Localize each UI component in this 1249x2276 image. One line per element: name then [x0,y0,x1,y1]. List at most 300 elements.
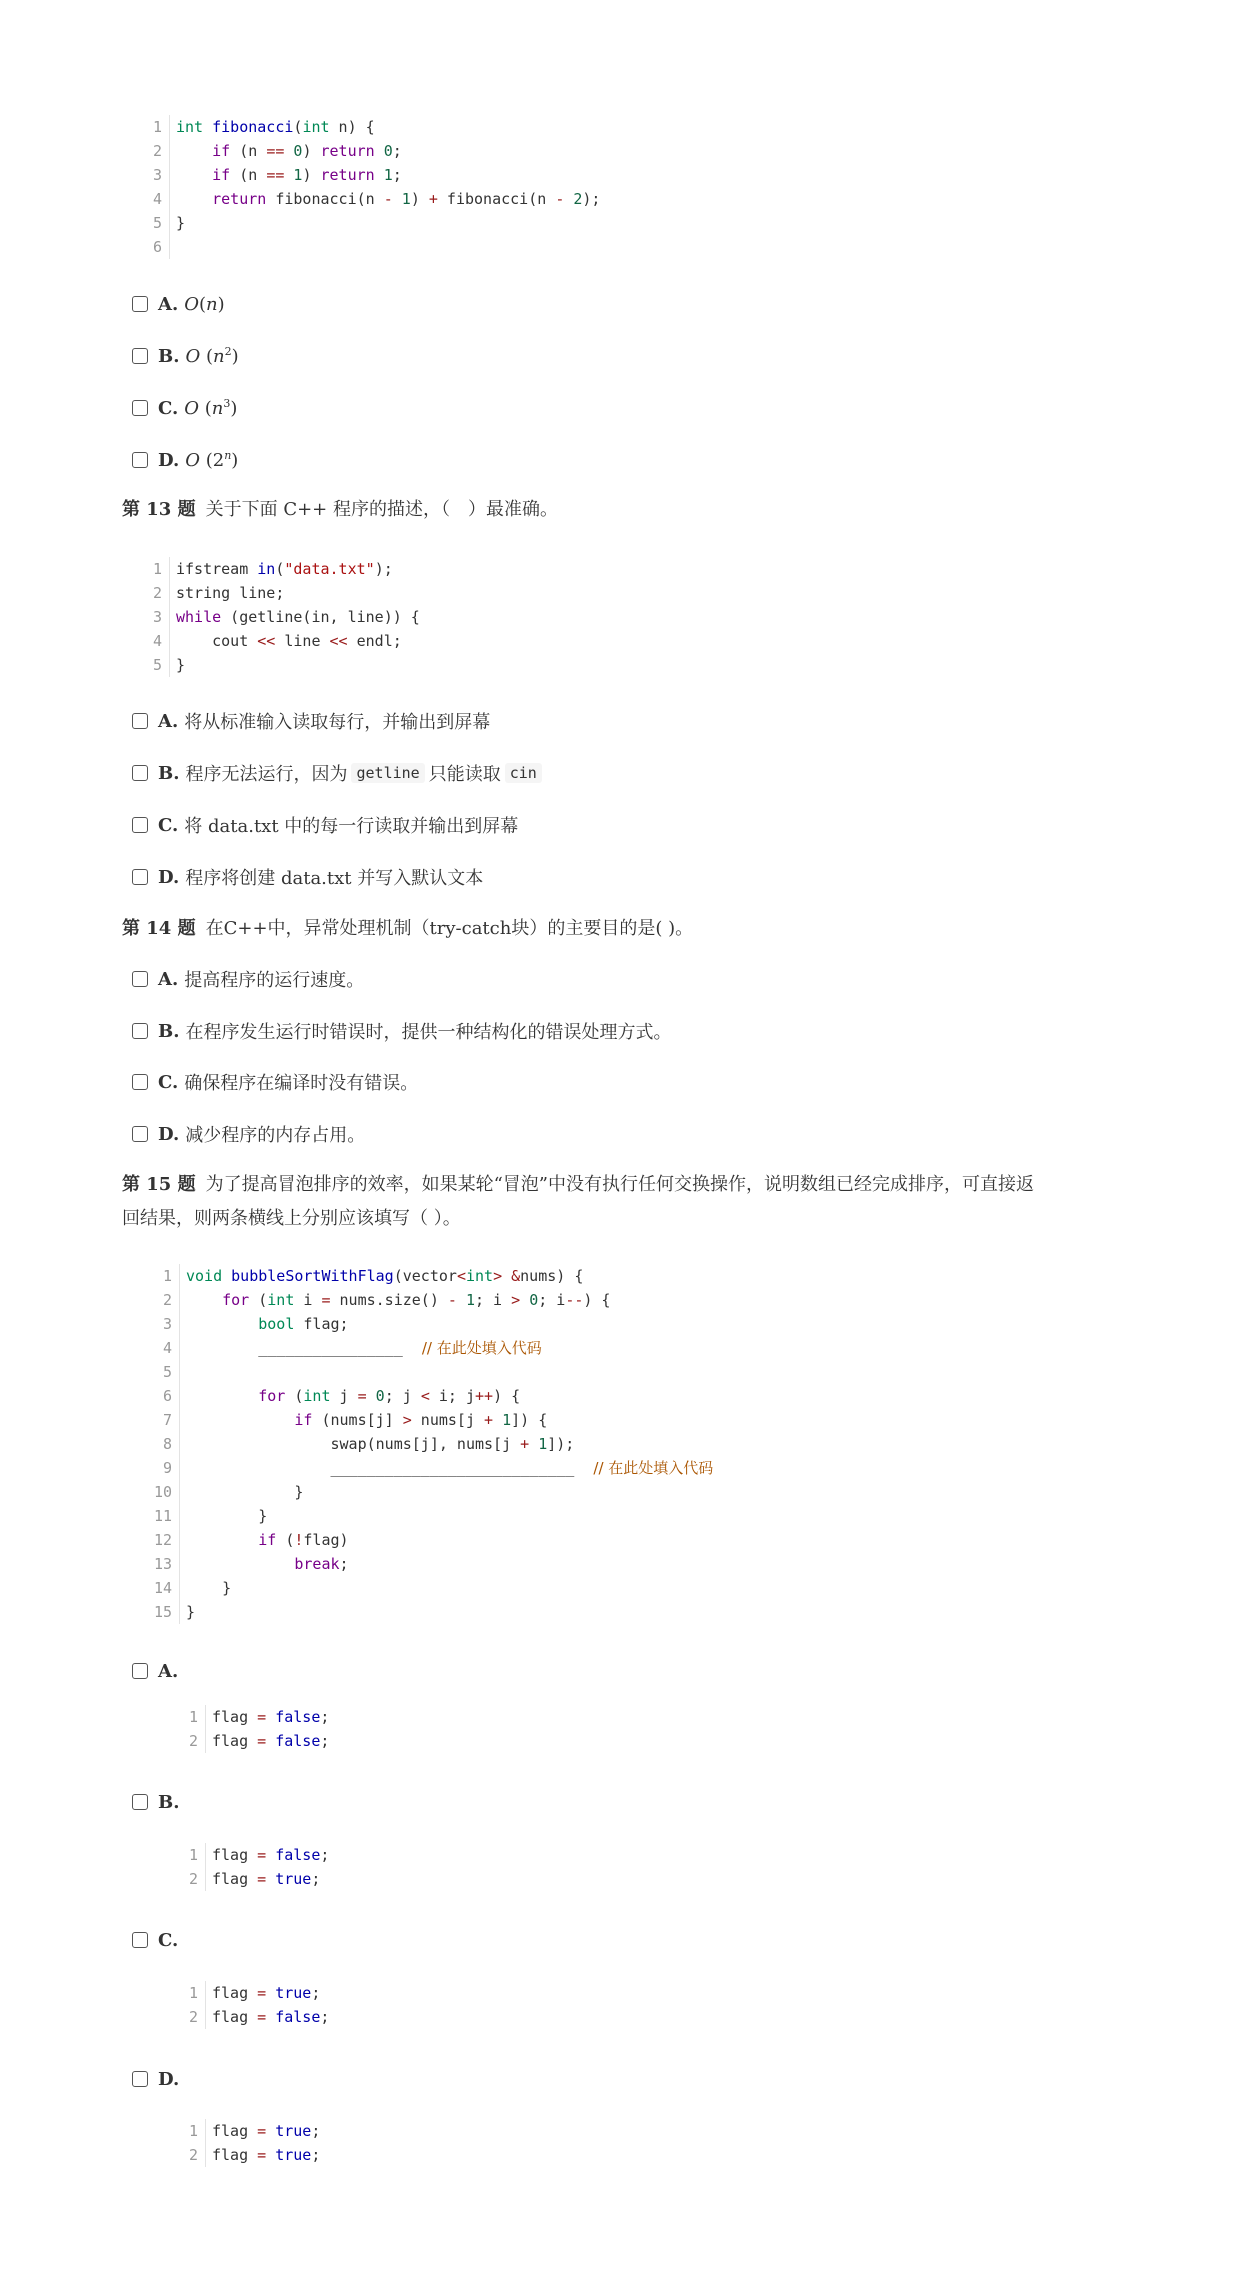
code-token [186,1531,258,1549]
code-token [393,190,402,208]
code-token: 0 [383,142,393,160]
code-line [186,1456,713,1480]
q14-option-b[interactable] [132,1018,671,1044]
code-line [176,115,600,139]
q13-option-b[interactable] [132,760,546,786]
line-number: 5 [152,214,162,232]
code-token: flag [212,1708,258,1726]
code-token: return [320,142,375,160]
code-token: i; j [429,1387,475,1405]
q13-option-a-checkbox[interactable] [132,713,148,729]
code-line [186,1552,713,1576]
q13-option-d[interactable] [132,864,483,890]
code-token: int [302,118,330,136]
q15-text-line2: 回结果，则两条横线上分别应该填写（ ）。 [122,1208,461,1229]
q13-option-c-checkbox[interactable] [132,817,148,833]
code-token: ; [311,1870,321,1888]
code-token: 0 [293,142,303,160]
code-token: flag [212,2122,258,2140]
code-token: ; [311,2146,321,2164]
line-number: 9 [162,1459,172,1477]
code-lines [212,1843,329,1891]
code-token: break [294,1555,340,1573]
code-token: false [275,1846,321,1864]
code-token: & [511,1267,521,1285]
code-token: return [320,166,375,184]
code-token: ; [339,1555,349,1573]
code-line [176,557,420,581]
code-token: - [447,1291,457,1309]
code-token: ; j [384,1387,421,1405]
code-token: + [428,190,438,208]
code-line [176,163,600,187]
code-token: true [275,1984,312,2002]
q13-option-b-code-getline: getline [351,763,424,783]
code-line [176,211,600,235]
line-number: 4 [162,1339,172,1357]
code-token: ++ [475,1387,494,1405]
q15-option-c-checkbox[interactable] [132,1932,148,1948]
code-token: > [493,1267,503,1285]
code-token: } [186,1579,232,1597]
code-line [186,1600,713,1624]
code-token: n) { [329,118,375,136]
q15-option-d-checkbox[interactable] [132,2071,148,2087]
q14-option-c[interactable] [132,1069,418,1095]
code-token: if [294,1411,313,1429]
q13-option-d-text: 程序将创建 data.txt 并写入默认文本 [185,868,484,889]
code-line [186,1528,713,1552]
code-token: == [266,166,285,184]
line-number-gutter [170,1705,206,1753]
code-token: == [266,142,285,160]
code-token: for [222,1291,250,1309]
code-token [502,1267,511,1285]
code-token: while [176,608,222,626]
code-token: int [303,1387,331,1405]
code-token: ________________ [186,1339,403,1357]
code-line [212,2005,329,2029]
code-line [186,1480,713,1504]
code-line [212,1729,329,1753]
line-number: 4 [152,190,162,208]
line-number: 2 [152,142,162,160]
code-token: ; [320,1708,330,1726]
q12-option-a[interactable] [132,291,225,317]
code-line [212,1705,329,1729]
code-token: ; [392,166,402,184]
q13-number: 第 13 题 [122,499,196,520]
code-line [212,1843,329,1867]
code-token [367,1387,376,1405]
code-token: line [275,632,330,650]
line-number: 1 [152,560,162,578]
q15-option-d[interactable] [132,2066,185,2092]
code-token: 1 [465,1291,475,1309]
code-token: if [212,166,231,184]
code-token: < [420,1387,430,1405]
line-number: 5 [162,1363,172,1381]
code-line [186,1576,713,1600]
code-token: = [257,2008,267,2026]
q13-option-d-label: D. [158,866,180,888]
line-number-gutter [170,2119,206,2167]
line-number: 11 [153,1507,172,1525]
q13-option-b-checkbox[interactable] [132,765,148,781]
line-number: 2 [188,2008,198,2026]
q14-option-a[interactable] [132,966,364,992]
line-number: 10 [153,1483,172,1501]
code-lines [212,2119,320,2167]
code-token: << [329,632,348,650]
q14-option-c-checkbox[interactable] [132,1074,148,1090]
code-line [186,1360,713,1384]
code-token: ) { [493,1387,521,1405]
code-token: ; [392,142,402,160]
code-token: string line; [176,584,285,602]
code-token: flag [212,1846,258,1864]
code-token [266,2122,275,2140]
code-token: 1 [538,1435,548,1453]
line-number: 1 [152,118,162,136]
code-token: = [321,1291,331,1309]
line-number: 1 [188,2122,198,2140]
code-token: ]); [547,1435,575,1453]
code-token: flag) [303,1531,349,1549]
code-line [212,2119,320,2143]
q12-option-a-checkbox[interactable] [132,296,148,312]
code-token: 1 [502,1411,512,1429]
code-token: ) [302,142,321,160]
q13-option-b-text-pre: 程序无法运行，因为 [185,764,348,785]
line-number-gutter [134,557,170,677]
code-token: 1 [401,190,411,208]
code-token: nums) { [520,1267,584,1285]
line-number: 1 [188,1984,198,2002]
code-token: j [330,1387,358,1405]
code-token [266,1846,275,1864]
q15-option-c-label: C. [158,1929,179,1951]
code-token: } [176,656,186,674]
code-token: ifstream [176,560,258,578]
code-token: ( [276,1531,295,1549]
code-token [266,2008,275,2026]
code-token: true [275,2122,312,2140]
code-line [186,1504,713,1528]
q13-option-a[interactable] [132,708,490,734]
code-token: i [294,1291,322,1309]
q12-option-d-math: O (2$^n$) [185,448,239,471]
q14-option-a-checkbox[interactable] [132,971,148,987]
code-token: nums.size() [330,1291,448,1309]
code-line [176,581,420,605]
q12-option-c-checkbox[interactable] [132,400,148,416]
q12-option-d-label: D. [158,449,180,471]
q12-option-a-label: A. [158,293,179,315]
code-token: ! [294,1531,304,1549]
line-number-gutter [134,1264,180,1624]
code-token [176,166,212,184]
q14-option-b-checkbox[interactable] [132,1023,148,1039]
code-line [176,605,420,629]
q14-option-a-label: A. [158,968,179,990]
line-number: 3 [152,166,162,184]
q14-option-d-checkbox[interactable] [132,1126,148,1142]
code-token: ; i [538,1291,566,1309]
code-token: } [186,1507,268,1525]
q13-option-c-text: 将 data.txt 中的每一行读取并输出到屏幕 [184,816,519,837]
code-token: = [357,1387,367,1405]
code-token [520,1291,529,1309]
line-number: 5 [152,656,162,674]
code-token: int [267,1291,295,1309]
code-token: - [555,190,565,208]
code-token: ; i [475,1291,512,1309]
code-token: = [257,2122,267,2140]
code-token: + [520,1435,530,1453]
line-number: 15 [153,1603,172,1621]
q15-option-a-label: A. [158,1660,179,1682]
code-token: ) { [583,1291,611,1309]
line-number: 13 [153,1555,172,1573]
code-token: flag [212,1984,258,2002]
q12-option-c-label: C. [158,397,179,419]
code-token: = [257,1846,267,1864]
line-number: 1 [188,1846,198,1864]
code-token: // 在此处填入代码 [402,1339,542,1357]
code-token: ( [249,1291,268,1309]
code-token: + [484,1411,494,1429]
code-token [266,1708,275,1726]
q14-option-b-label: B. [158,1020,180,1042]
line-number: 2 [188,2146,198,2164]
code-token: << [257,632,276,650]
code-token: } [186,1603,196,1621]
code-token: 0 [375,1387,385,1405]
code-token: flag [212,1732,258,1750]
line-number: 8 [162,1435,172,1453]
q13-option-c[interactable] [132,812,518,838]
code-token: ; [320,1846,330,1864]
code-line [176,187,600,211]
code-token: true [275,1870,312,1888]
code-token: ; [320,2008,330,2026]
code-token: ; [320,1732,330,1750]
line-number: 3 [152,608,162,626]
line-number: 2 [188,1870,198,1888]
code-token: void [186,1267,223,1285]
code-line [176,653,420,677]
q15-option-b[interactable] [132,1789,185,1815]
q13-option-b-label: B. [158,762,180,784]
code-lines [186,1264,713,1624]
q14-option-d-text: 减少程序的内存占用。 [185,1125,366,1146]
code-line [176,629,420,653]
code-line [212,1867,329,1891]
code-token: if [212,142,231,160]
code-token: (nums[j] [312,1411,403,1429]
code-line [186,1408,713,1432]
line-number-gutter [170,1843,206,1891]
code-token [186,1315,258,1333]
code-token: (n [230,142,267,160]
code-token: = [257,1870,267,1888]
code-token: ) [302,166,321,184]
code-token [375,142,384,160]
q14-text: 在C++中，异常处理机制（try-catch块）的主要目的是( )。 [205,918,694,939]
code-token: > [511,1291,521,1309]
q13-option-d-checkbox[interactable] [132,869,148,885]
line-number: 12 [153,1531,172,1549]
q12-option-d-checkbox[interactable] [132,452,148,468]
code-token: // 在此处填入代码 [574,1459,714,1477]
code-token: - [383,190,393,208]
line-number: 4 [152,632,162,650]
code-line [186,1264,713,1288]
code-token: (n [230,166,267,184]
code-token: (vector [393,1267,457,1285]
code-token: flag [212,1870,258,1888]
q15-option-a[interactable] [132,1658,184,1684]
code-line [186,1432,713,1456]
q14-option-d[interactable] [132,1121,365,1147]
code-token: ; [311,1984,321,2002]
code-token: true [275,2146,312,2164]
code-token [266,1870,275,1888]
q12-option-c[interactable] [132,395,237,421]
q14-option-a-text: 提高程序的运行速度。 [184,970,365,991]
q13-option-a-text: 将从标准输入读取每行，并输出到屏幕 [184,712,491,733]
q12-option-b-checkbox[interactable] [132,348,148,364]
code-token: 1 [383,166,393,184]
code-token: = [257,1708,267,1726]
code-token: for [258,1387,286,1405]
code-token: ( [293,118,303,136]
code-token: -- [565,1291,584,1309]
code-token: 2 [573,190,583,208]
code-line [176,235,600,259]
code-line [186,1312,713,1336]
q15-option-b-checkbox[interactable] [132,1794,148,1810]
q15-title [122,1168,1122,1236]
code-line [186,1336,713,1360]
q12-option-b[interactable] [132,343,239,369]
code-token: fibonacci [212,118,294,136]
q12-option-a-math: O(n) [184,293,225,315]
q15-title-line1 [122,1168,1122,1202]
code-token: = [257,2146,267,2164]
code-token [529,1435,538,1453]
line-number: 1 [188,1708,198,1726]
line-number: 2 [152,584,162,602]
code-token: } [176,214,186,232]
q14-option-c-label: C. [158,1071,179,1093]
code-token [222,1267,231,1285]
code-token: bubbleSortWithFlag [231,1267,394,1285]
code-token: in [257,560,276,578]
q15-text-line1: 为了提高冒泡排序的效率，如果某轮“冒泡”中没有执行任何交换操作，说明数组已经完成排序，可直接返 [205,1174,1034,1195]
code-line [186,1384,713,1408]
line-number: 6 [152,238,162,256]
code-token: false [275,2008,321,2026]
q12-option-b-label: B. [158,345,180,367]
code-token: false [275,1732,321,1750]
code-token: ( [275,560,285,578]
q13-option-a-label: A. [158,710,179,732]
code-lines [212,1705,329,1753]
code-token: int [465,1267,494,1285]
code-line [212,2143,320,2167]
line-number: 7 [162,1411,172,1429]
code-token: ); [582,190,601,208]
q15-option-a-checkbox[interactable] [132,1663,148,1679]
code-token [266,1732,275,1750]
q14-option-c-text: 确保程序在编译时没有错误。 [184,1073,419,1094]
q15-option-c[interactable] [132,1927,184,1953]
code-token: return [212,190,267,208]
code-line [176,139,600,163]
code-token: = [257,1732,267,1750]
code-token [186,1387,258,1405]
code-token [176,142,212,160]
q15-number: 第 15 题 [122,1174,196,1195]
line-number: 2 [188,1732,198,1750]
code-token: ); [374,560,393,578]
code-lines [176,115,600,259]
code-token: cout [176,632,258,650]
q12-option-d[interactable] [132,447,238,473]
code-token: flag [212,2146,258,2164]
code-token: int [176,118,204,136]
line-number: 14 [153,1579,172,1597]
q14-option-d-label: D. [158,1123,180,1145]
code-line [212,1981,329,2005]
q13-text: 关于下面 C++ 程序的描述，（ ）最准确。 [205,499,558,520]
code-token [186,1555,294,1573]
q14-title [122,912,1122,946]
line-number-gutter [134,115,170,259]
code-token: ___________________________ [186,1459,575,1477]
code-token: } [186,1483,304,1501]
q13-title [122,493,1122,527]
q14-number: 第 14 题 [122,918,196,939]
line-number: 3 [162,1315,172,1333]
code-token: > [402,1411,412,1429]
code-token: if [258,1531,277,1549]
code-token: (getline(in, line)) { [221,608,420,626]
code-token: = [257,1984,267,2002]
code-token: ( [285,1387,304,1405]
code-token: ) [410,190,429,208]
code-token: < [456,1267,466,1285]
code-line [186,1288,713,1312]
q13-option-b-text-mid: 只能读取 [428,764,501,785]
q13-option-b-code-cin: cin [505,763,542,783]
code-token: flag [212,2008,258,2026]
code-token: fibonacci(n [266,190,384,208]
q13-option-c-label: C. [158,814,179,836]
code-token: 0 [529,1291,539,1309]
code-token: swap(nums[j], nums[j [186,1435,521,1453]
code-token: ; [311,2122,321,2140]
code-token: "data.txt" [284,560,375,578]
q15-option-d-label: D. [158,2068,180,2090]
code-token [266,2146,275,2164]
code-token: ]) { [511,1411,548,1429]
line-number: 6 [162,1387,172,1405]
code-token: flag; [294,1315,349,1333]
code-token: bool [258,1315,295,1333]
